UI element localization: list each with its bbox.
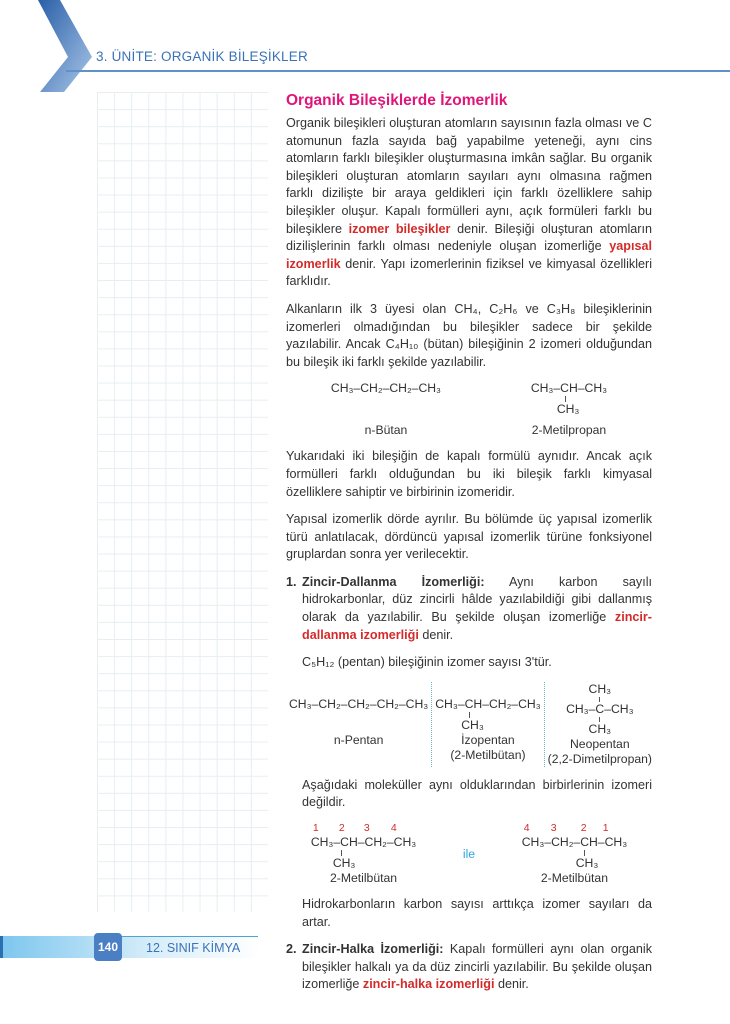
- neopentane-label: Neopentan: [569, 736, 630, 751]
- pentane-intro: C₅H₁₂ (pentan) bileşiğinin izomer sayısı 3'tür.: [302, 655, 552, 670]
- page-number-badge: [94, 933, 122, 961]
- chapter-chevron-icon: [0, 0, 110, 95]
- n-butane: [328, 381, 444, 438]
- item-zincir-halka: [286, 941, 652, 994]
- isobutane-structure: [531, 381, 607, 417]
- paragraph-types: Yapısal izomerlik dörde ayrılır. Bu bölümde üç yapısal izomerlik türü anlatılacak, dördüncü yapısal izomerlik türüne fonksiyonel gruplardan sonra yer verilecektir.: [286, 512, 652, 562]
- paragraph-same-formula: Yukarıdaki iki bileşiğin de kapalı formülü aynıdır. Ancak açık formülleri farklı olduğundan bu iki bileşik farklı kimyasal özelliklere sahiptir ve birbirinin izomeridir.: [286, 449, 652, 499]
- n-butane-formula: CH₃–CH₂–CH₂–CH₃: [330, 381, 442, 396]
- carbon-number: 4: [390, 822, 397, 835]
- notes-grid: [97, 92, 268, 912]
- left-formula: CH₃–CH–CH₂–CH₃: [310, 835, 417, 850]
- carbon-number: 2: [580, 822, 587, 835]
- left-label: 2-Metilbütan: [329, 871, 398, 886]
- item-zincir-dallanma: [286, 574, 652, 644]
- isopentane-branch: CH₃: [461, 717, 484, 732]
- text: denir. Yapı izomerlerinin fiziksel ve kimyasal özellikleri farklıdır.: [286, 256, 652, 289]
- paragraph-alkanes: Alkanların ilk 3 üyesi olan CH₄, C₂H₆ ve C₃H₈ bileşiklerinin izomerleri olmadığından bu bileşikler sadece bir şekilde yazılabilir. Ancak C₄H₁₀ (bütan) bileşiğinin 2 izomeri olduğundan bu bileşik iki farklı şekilde yazılabilir.: [286, 301, 652, 369]
- paragraph-intro: [286, 115, 652, 291]
- text: Organik bileşikleri oluşturan atomların sayısının fazla olması ve C atomunun fazla sayıda bağ yapabilme yeteneği, aynı cins atomların farklı bileşikler oluşturmasına imkân sağlar. Bu organik bileşikleri oluşturan atomların sayıları aynı olmasına rağmen farklı dizilişte bir araya geldikleri için farklı özelliklere sahip bileşikler oluşur. Kapalı formülleri aynı, açık formüleri farklı bu bileşiklere: [286, 116, 652, 236]
- text: denir.: [418, 627, 454, 642]
- item-number: 1.: [286, 574, 297, 589]
- text: Aynı karbon sayılı hidrokarbonlar, düz zincirli hâlde yazılabildiği gibi dallanmış olarak da yazılabilir. Bu şekilde oluşan izomerliğe: [302, 574, 652, 625]
- ile-connector: ile: [462, 846, 476, 861]
- isopentane-structure: [435, 697, 540, 733]
- neopentane-structure: [566, 682, 634, 737]
- book-title: 12. SINIF KİMYA: [146, 941, 241, 955]
- right-branch: CH₃: [575, 856, 599, 871]
- carbon-numbers: [311, 822, 416, 835]
- isobutane-branch: CH₃: [556, 402, 580, 417]
- isopentane: [431, 682, 543, 767]
- left-structure: [311, 822, 416, 871]
- text: denir. Bileşiği oluşturan atomların dizilişlerinin farklı olması nedeniyle oluşan izomerliğe: [286, 221, 652, 254]
- header-rule: [66, 70, 730, 72]
- text: denir.: [494, 977, 529, 992]
- unit-header: 3. ÜNİTE: ORGANİK BİLEŞİKLER: [96, 49, 308, 64]
- neopentane-iupac: (2,2-Dimetilpropan): [547, 751, 652, 766]
- term-zincir-halka: zincir-halka izomerliği: [362, 977, 495, 992]
- carbon-number: 3: [550, 822, 557, 835]
- right-formula: CH₃–CH₂–CH–CH₃: [521, 835, 628, 850]
- footer-rule: [100, 936, 258, 937]
- carbon-number: 3: [363, 822, 370, 835]
- isobutane: [528, 381, 610, 438]
- isopentane-iupac: (2-Metilbütan): [450, 747, 526, 762]
- n-pentane: [286, 682, 431, 767]
- footer-edge: [0, 936, 3, 958]
- n-pentane-label: n-Pentan: [333, 732, 384, 747]
- paragraph-not-isomers: Aşağıdaki moleküller aynı olduklarından birbirlerinin izomeri değildir.: [302, 777, 652, 810]
- same-molecule-structures: [286, 822, 652, 886]
- isopentane-formula: CH₃–CH–CH₂–CH₃: [435, 696, 541, 711]
- right-structure: [522, 822, 627, 871]
- page-number: 140: [97, 940, 119, 954]
- term-yapisal-izomerlik: yapısal izomerlik: [286, 239, 652, 271]
- term-izomer-bilesikler: izomer bileşikler: [348, 221, 451, 236]
- isobutane-formula: CH₃–CH–CH₃: [530, 381, 608, 396]
- neopentane-bottom: CH₃: [588, 721, 612, 736]
- neopentane-top: CH₃: [588, 681, 612, 696]
- pentane-structures: [286, 682, 652, 767]
- left-branch: CH₃: [332, 856, 356, 871]
- right-label: 2-Metilbütan: [540, 871, 608, 886]
- item-number: 2.: [286, 942, 297, 957]
- carbon-numbers: [522, 822, 627, 835]
- neopentane: [544, 682, 655, 767]
- term-zincir-dallanma: zincir-dallanma izomerliği: [302, 610, 652, 642]
- n-pentane-formula: CH₃–CH₂–CH₂–CH₂–CH₃: [289, 696, 429, 711]
- text: Kapalı formülleri aynı olan organik bileşikler halkalı ya da düz zincirli yazılabilir. Bu şekilde oluşan izomerliğe: [302, 942, 652, 992]
- paragraph-isomer-count: Hidrokarbonların karbon sayısı arttıkça izomer sayıları da artar.: [302, 897, 652, 929]
- carbon-number: 4: [523, 822, 530, 835]
- main-text-column: [286, 91, 652, 1004]
- carbon-number: 1: [312, 822, 319, 835]
- right-molecule: [519, 822, 630, 886]
- neopentane-formula: CH₃–C–CH₃: [566, 701, 634, 716]
- isopentane-label: İzopentan: [461, 732, 515, 747]
- left-molecule: [308, 822, 419, 886]
- item-heading: Zincir-Dallanma İzomerliği:: [302, 574, 485, 589]
- carbon-number: 2: [338, 822, 345, 835]
- isobutane-label: 2-Metilpropan: [531, 423, 607, 438]
- section-title: Organik Bileşiklerde İzomerlik: [286, 92, 508, 109]
- carbon-number: 1: [602, 822, 609, 835]
- butane-structures: [286, 381, 652, 438]
- n-butane-label: n-Bütan: [364, 423, 408, 438]
- item-heading: Zincir-Halka İzomerliği:: [302, 942, 444, 957]
